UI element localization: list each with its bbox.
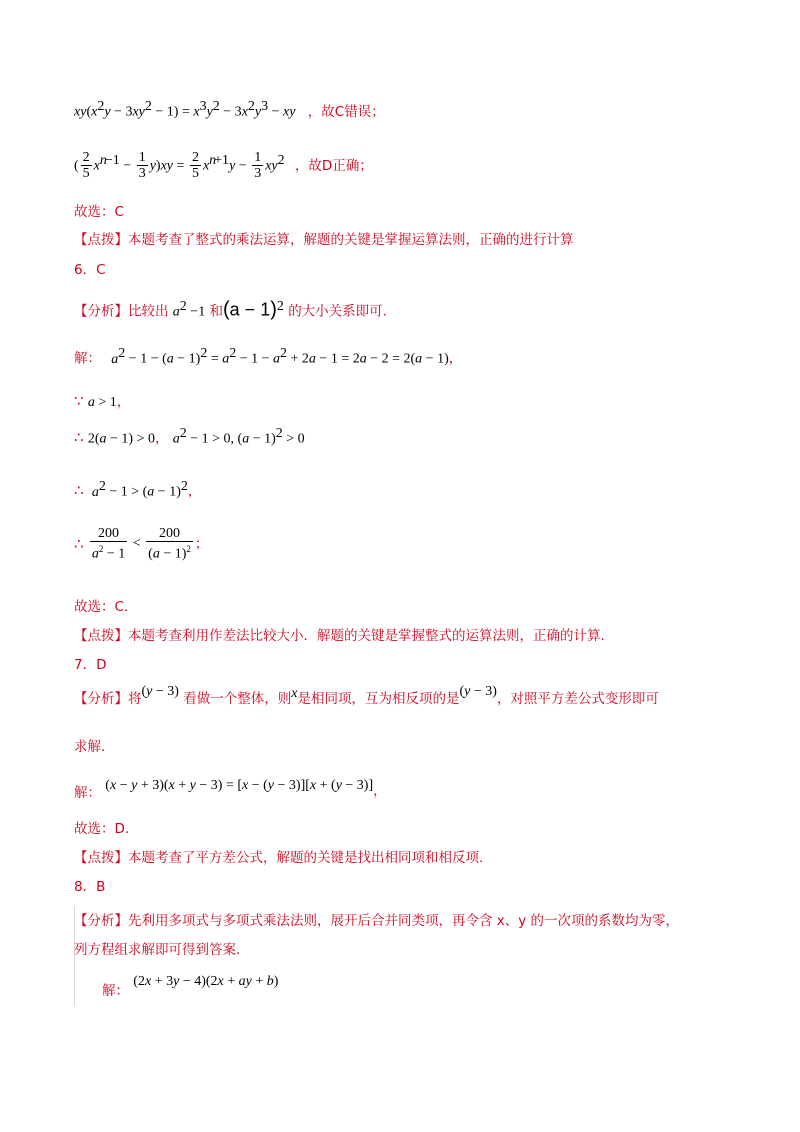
tip-text: 本题考查了平方差公式，解题的关键是找出相同项和相反项. (128, 850, 484, 866)
therefore-symbol: ∴ (74, 428, 84, 447)
analysis-text-3: 是相同项，互为相反项的是 (297, 691, 460, 707)
q5-eq-c: $xy(x^2y - 3xy^2 - 1) = x^3y^2 - 3x^2y^3$ − xy ，故C错误； (74, 99, 385, 120)
q6-answer: 故选：C. (74, 599, 129, 615)
q5-tip (74, 231, 574, 249)
q7-solution: 解： (x − y + 3)(x + y − 3) = [x − (y − 3)][x + (y − 3)]， (74, 778, 387, 801)
q6-tip (74, 627, 605, 645)
therefore-symbol: ∴ (74, 481, 84, 500)
tip-text: 本题考查利用作差法比较大小．解题的关键是掌握整式的运算法则，正确的计算. (128, 628, 605, 644)
q5-answer: 故选：C (74, 204, 124, 220)
tip-label: 【点拨】 (74, 850, 128, 866)
analysis-text-2: 看做一个整体，则 (183, 691, 292, 707)
tip-text: 本题考查了整式的乘法运算，解题的关键是掌握运算法则，正确的进行计算 (128, 232, 574, 248)
q6-number: 6．C (74, 262, 106, 278)
q6-because: ∵ a > 1， (74, 392, 131, 410)
because-symbol: ∵ (74, 392, 84, 410)
q7-analysis-cont: 求解. (74, 739, 106, 755)
analysis-text-1: 将 (128, 691, 142, 707)
analysis-text-1: 先利用多项式与多项式乘法法则，展开后合并同类项，再令含 x、y 的一次项的系数均为零， (128, 913, 680, 929)
analysis-text-2: 和 (209, 303, 223, 320)
q5-c-conclusion: ，故C错误； (307, 103, 385, 120)
solution-label: 解： (102, 983, 129, 999)
q7-number: 7．D (74, 657, 107, 673)
tip-label: 【点拨】 (74, 628, 128, 644)
q6-analysis: 【分析】比较出 $a^2 -1$ 和$(a - 1)^2$ 的大小关系即可. (74, 298, 387, 321)
q8-analysis-cont: 列方程组求解即可得到答案. (74, 942, 241, 958)
analysis-text-4: ，对照平方差公式变形即可 (496, 691, 659, 707)
q7-answer: 故选：D. (74, 821, 130, 837)
q5-eq-d: ( $\frac{2}{5}$ $x^{n-1}$ − $\frac{1}{3}$ y)xy = $\frac{2}{5}$ $x^{n+1}y$ − $\frac{1}{3}$ $xy^2$ ，故D正确； (74, 150, 373, 181)
analysis-label: 【分析】 (74, 303, 128, 320)
q6-therefore-2: ∴ $a^2 - 1 > (a - 1)^2$， (74, 479, 202, 500)
solution-label: 解： (74, 350, 101, 367)
q8-number: 8．B (74, 879, 106, 895)
q8-analysis (74, 912, 679, 930)
analysis-text-3: 的大小关系即可. (288, 303, 387, 320)
analysis-label: 【分析】 (74, 913, 128, 929)
q6-therefore-1: ∴ 2(a − 1) > 0， $a^2 - 1 > 0$, $(a - 1)^2 > 0$ (74, 426, 305, 447)
tip-label: 【点拨】 (74, 232, 128, 248)
solution-label: 解： (74, 785, 101, 801)
q5-d-conclusion: ，故D正确； (294, 157, 373, 174)
analysis-text-1: 比较出 (128, 303, 169, 320)
q6-solution: 解： $a^2 - 1 - (a - 1)^2 = a^2 - 1 - a^2 + 2a - 1 = 2a - 2 = 2(a - 1)$， (74, 346, 463, 367)
analysis-label: 【分析】 (74, 691, 128, 707)
q6-therefore-3: ∴ $\frac{200}{a^2 - 1}$ < $\frac{200}{(a - 1)^2}$ ； (74, 526, 209, 562)
q7-analysis: 【分析】将(y − 3) 看做一个整体，则x是相同项，互为相反项的是(y − 3)，对照平方差公式变形即可 (74, 684, 659, 707)
math-expression: xy (74, 104, 87, 120)
q8-solution: 解： (2x + 3y − 4)(2x + ay + b) (102, 974, 279, 999)
q7-tip (74, 849, 483, 867)
therefore-symbol: ∴ (74, 534, 84, 553)
